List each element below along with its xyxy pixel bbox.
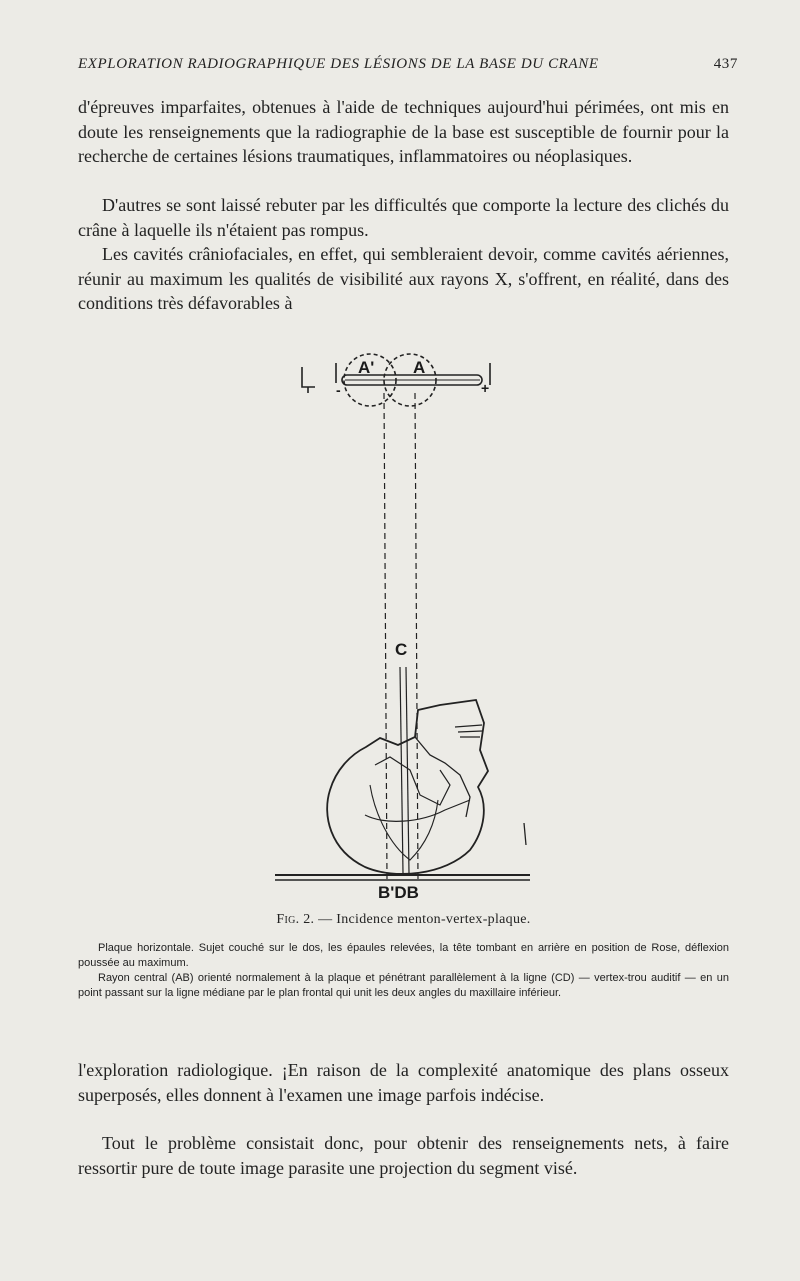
figure-illustration xyxy=(270,345,540,900)
ray-line-left xyxy=(384,393,387,880)
label-a: A xyxy=(413,358,426,377)
label-minus: - xyxy=(336,382,341,398)
body-paragraph-1: d'épreuves imparfaites, obtenues à l'aide de techniques aujourd'hui périmées, ont mis en doute les renseignements que la radiographie de la base est susceptible de fournir pour la recherche de certaines lésions traumatiques, inflammatoires ou néoplasiques. xyxy=(78,97,729,166)
running-head xyxy=(78,56,738,73)
figure-caption-body xyxy=(78,941,729,1001)
body-paragraph-5: Tout le problème consistait donc, pour obtenir des renseignements nets, à faire ressortir pure de toute image parasite une projection du segment visé. xyxy=(78,1133,729,1178)
running-head-title: EXPLORATION RADIOGRAPHIQUE DES LÉSIONS DE LA BASE DU CRANE xyxy=(78,56,599,72)
body-paragraph-3: Les cavités crâniofaciales, en effet, qui sembleraient devoir, comme cavités aériennes, réunir au maximum les qualités de visibilité aux rayons X, s'offrent, en réalité, dans des conditions très défavorables à xyxy=(78,244,729,313)
caption-line-1: Plaque horizontale. Sujet couché sur le dos, les épaules relevées, la tête tombant en arrière en position de Rose, déflexion poussée au maximum. xyxy=(78,942,729,969)
line-cd-right xyxy=(406,667,409,873)
edge-tick xyxy=(524,823,526,845)
skull-inner-contour xyxy=(370,785,438,860)
body-paragraph-4: l'exploration radiologique. ¡En raison de la complexité anatomique des plans osseux superposés, elles donnent à l'examen une image parfois indécise. xyxy=(78,1060,729,1105)
label-c: C xyxy=(395,640,408,659)
figure-caption-heading: — Incidence menton-vertex-plaque. xyxy=(318,912,531,927)
figure-caption-title xyxy=(78,912,729,928)
label-base: B'DB xyxy=(378,883,419,900)
body-paragraph-2: D'autres se sont laissé rebuter par les difficultés que comporte la lecture des clichés du crâne à laquelle ils n'étaient pas rompus. xyxy=(78,195,729,240)
tube-cathode-wire xyxy=(302,367,315,393)
caption-line-2: Rayon central (AB) orienté normalement à la plaque et pénétrant parallèlement à la ligne (CD) — vertex-trou auditif — en un point passant sur la ligne médiane par le plan frontal qui unit les deux angles du maxillaire inférieur. xyxy=(78,972,729,999)
figure-label: Fig. 2. xyxy=(276,912,315,927)
label-plus: + xyxy=(481,380,490,396)
ray-line-right xyxy=(415,393,418,880)
teeth-marks xyxy=(455,725,482,737)
line-cd-left xyxy=(400,667,403,873)
skull-jaw-contour xyxy=(415,737,470,817)
page-number: 437 xyxy=(713,56,738,72)
label-a-prime: A' xyxy=(358,358,375,377)
incidence-diagram xyxy=(270,345,540,900)
